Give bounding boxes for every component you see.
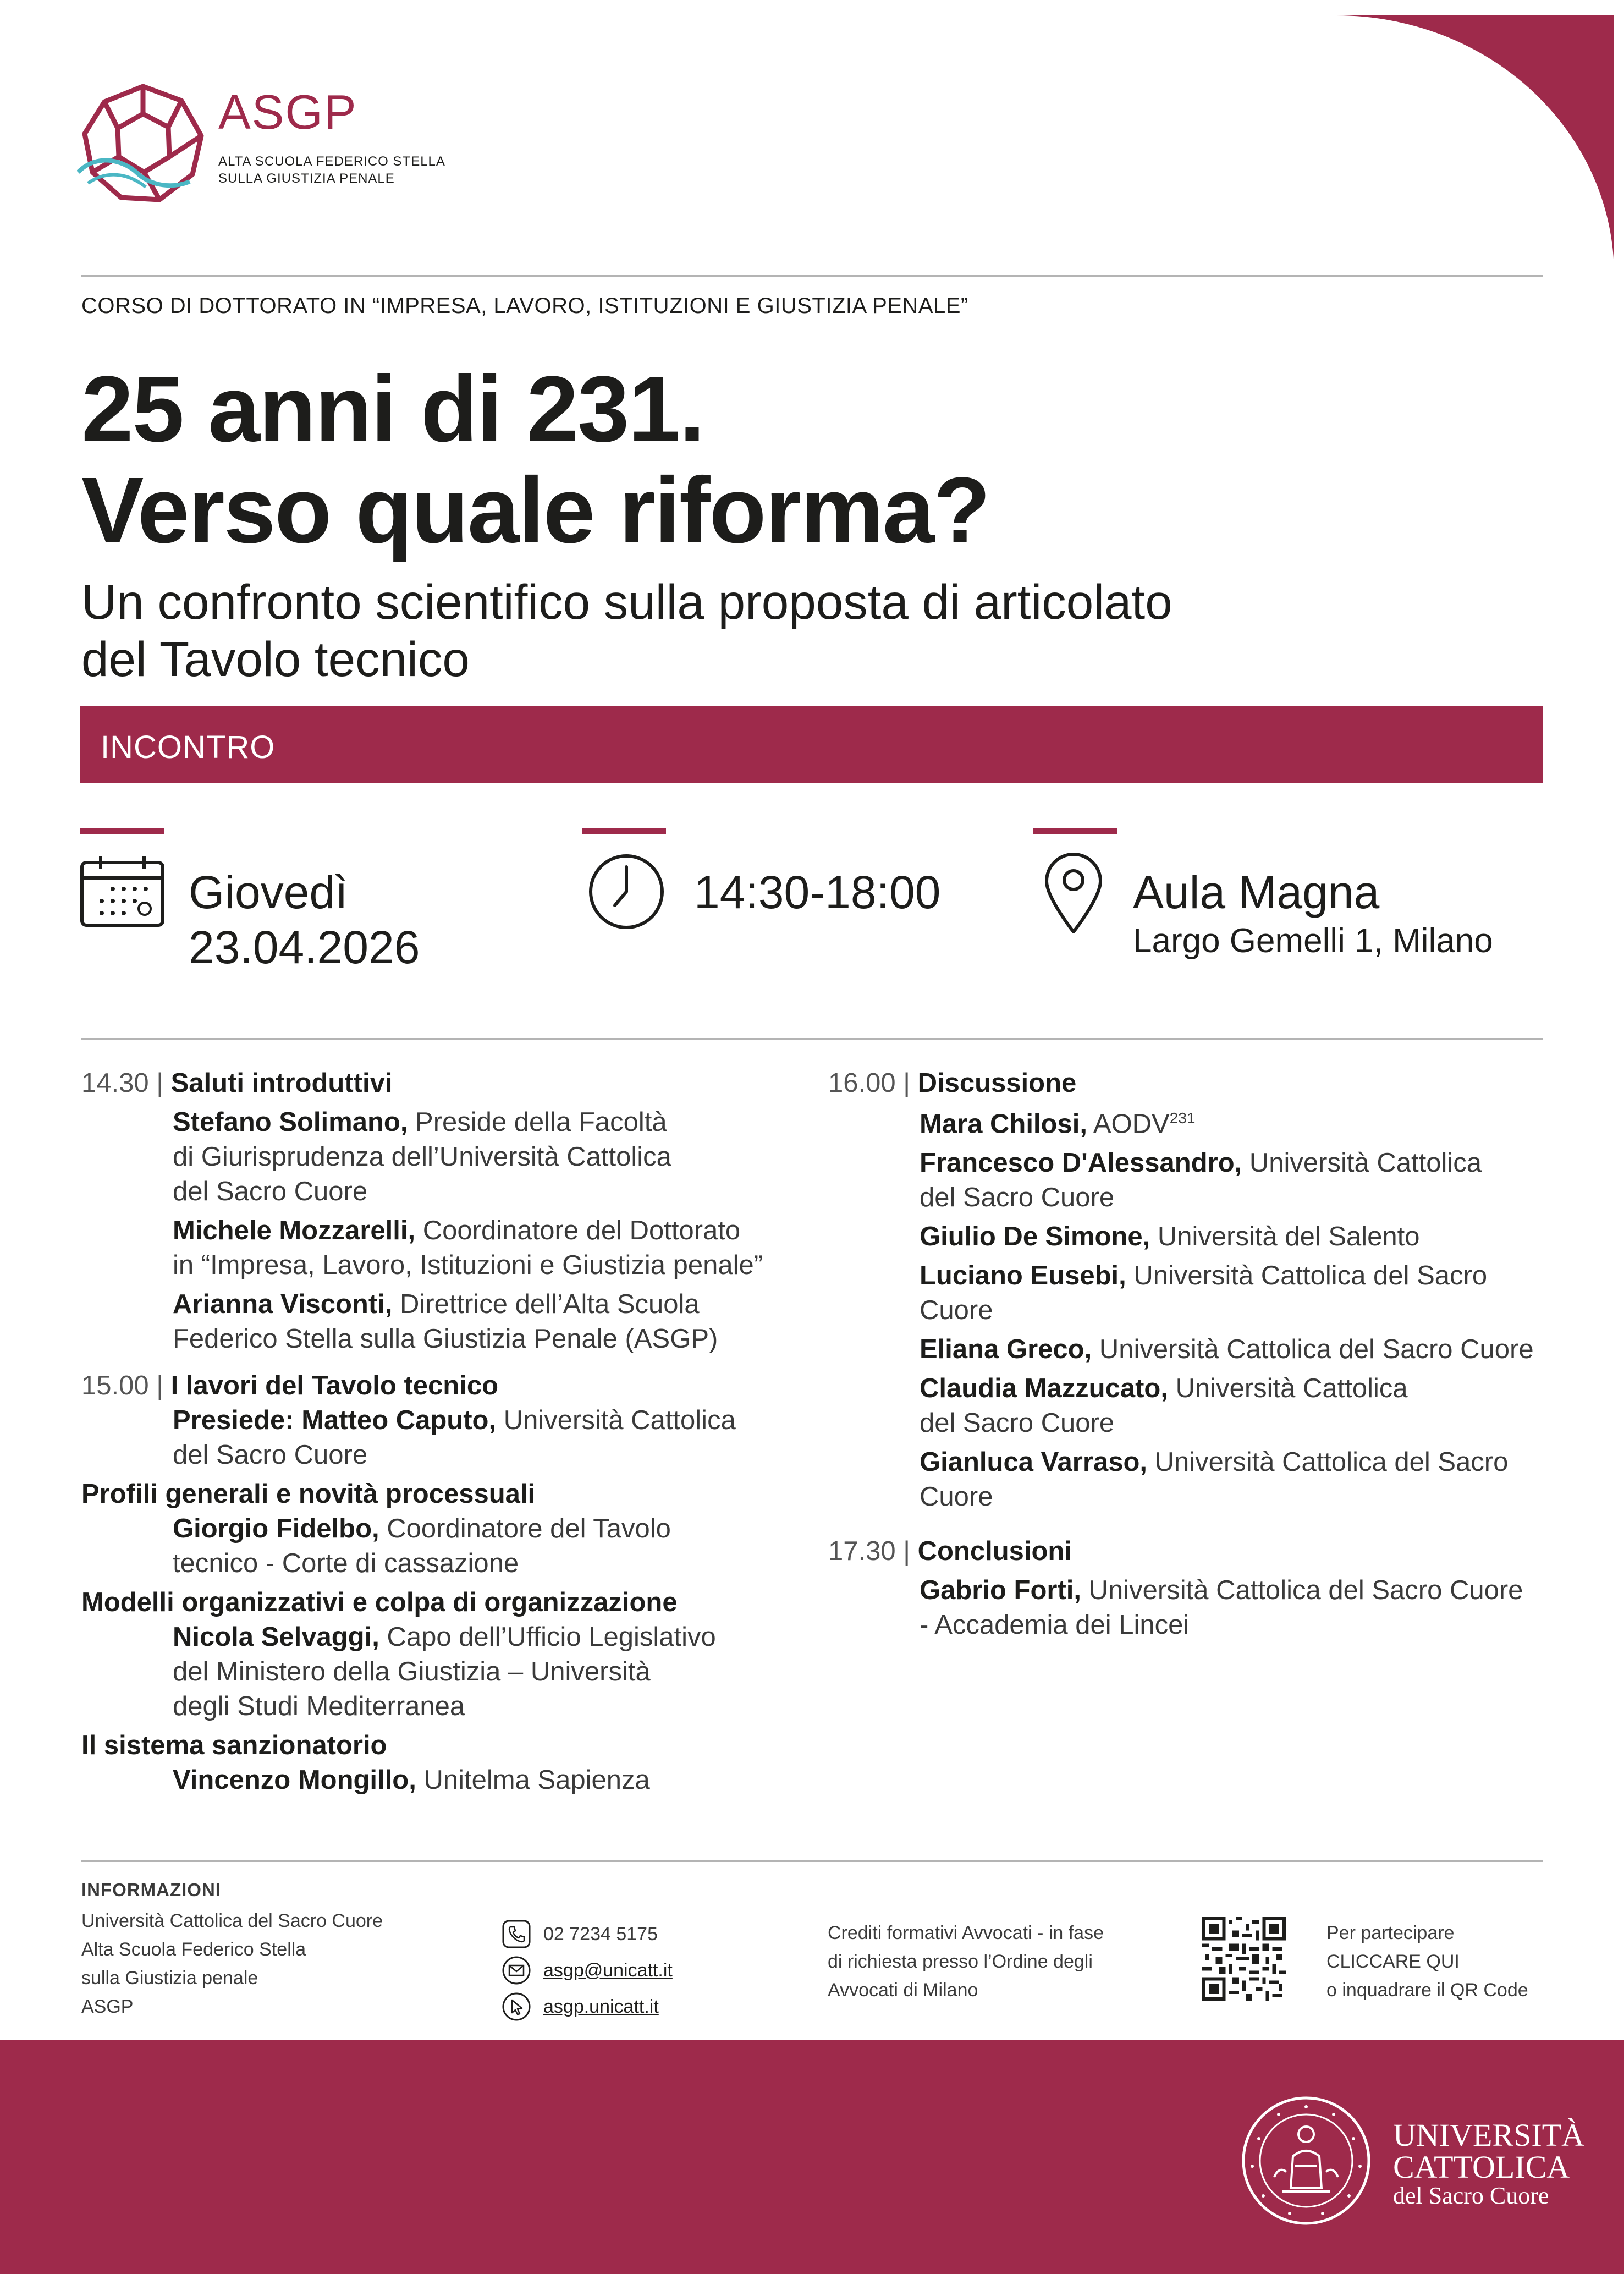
event-time: 14:30-18:00 xyxy=(694,866,941,918)
accent-tick xyxy=(582,828,666,834)
program-topic: Profili generali e novità processuali xyxy=(81,1479,536,1509)
email-icon xyxy=(502,1956,531,1985)
asgp-logo-icon xyxy=(77,80,209,212)
speaker: Nicola Selvaggi, Capo dell’Ufficio Legislativo del Ministero della Giustizia – Università degli Studi Mediterranea xyxy=(173,1622,716,1721)
speaker: Presiede: Matteo Caputo, Università Cattolica del Sacro Cuore xyxy=(173,1405,736,1470)
footer-heading: INFORMAZIONI xyxy=(81,1880,221,1900)
page-title: 25 anni di 231. Verso quale riforma? xyxy=(81,357,990,563)
footer-cta: Per partecipare CLICCARE QUI o inquadrare il QR Code xyxy=(1326,1923,1528,2001)
footer-credits: Crediti formativi Avvocati - in fase di richiesta presso l’Ordine degli Avvocati di Milano xyxy=(828,1923,1104,2001)
band-label: INCONTRO xyxy=(101,729,276,765)
phone-icon xyxy=(502,1919,531,1949)
footer-phone: 02 7234 5175 xyxy=(543,1924,658,1945)
program-slot: 14.30 | Saluti introduttivi xyxy=(81,1068,393,1098)
speaker: Arianna Visconti, Direttrice dell’Alta Scuola Federico Stella sulla Giustizia Penale (ASGP) xyxy=(173,1289,718,1354)
footer-info: INFORMAZIONI Università Cattolica del Sacro Cuore Alta Scuola Federico Stella sulla Giustizia penale ASGP xyxy=(81,1876,383,2021)
footer-band xyxy=(0,2040,1624,2274)
corner-decoration xyxy=(1336,0,1624,275)
accent-tick xyxy=(80,828,164,834)
speaker: Claudia Mazzucato, Università Cattolica del Sacro Cuore xyxy=(920,1374,1408,1438)
speaker: Michele Mozzarelli, Coordinatore del Dottorato in “Impresa, Lavoro, Istituzioni e Giustizia penale” xyxy=(173,1216,763,1280)
clock-icon xyxy=(587,853,665,931)
accent-tick xyxy=(1033,828,1117,834)
brand-name: ASGP xyxy=(218,85,357,139)
speaker: Francesco D'Alessandro, Università Cattolica del Sacro Cuore xyxy=(920,1148,1482,1213)
speaker: Giorgio Fidelbo, Coordinatore del Tavolo tecnico - Corte di cassazione xyxy=(173,1514,671,1578)
speaker: Stefano Solimano, Preside della Facoltà di Giurisprudenza dell’Università Cattolica del Sacro Cuore xyxy=(173,1107,671,1206)
qr-code[interactable] xyxy=(1202,1917,1286,2001)
program-slot: 15.00 | I lavori del Tavolo tecnico xyxy=(81,1371,499,1400)
cta-link[interactable]: CLICCARE QUI xyxy=(1326,1951,1460,1972)
speaker: Gianluca Varraso, Università Cattolica del Sacro Cuore xyxy=(920,1447,1509,1512)
footer-email-link[interactable]: asgp@unicatt.it xyxy=(543,1960,673,1981)
cursor-icon xyxy=(502,1992,531,2022)
speaker: Gabrio Forti, Università Cattolica del Sacro Cuore - Accademia dei Lincei xyxy=(920,1575,1523,1640)
event-date: Giovedì 23.04.2026 xyxy=(189,866,420,973)
program-topic: Il sistema sanzionatorio xyxy=(81,1731,387,1760)
page-subtitle: Un confronto scientifico sulla proposta di articolato del Tavolo tecnico xyxy=(81,574,1172,686)
divider xyxy=(81,275,1543,277)
program-slot: 16.00 | Discussione xyxy=(828,1068,1077,1098)
speaker: Mara Chilosi, AODV$^{231}$ xyxy=(920,1109,1196,1139)
event-venue: Aula Magna Largo Gemelli 1, Milano xyxy=(1133,866,1493,960)
program-left xyxy=(81,1066,813,1798)
divider xyxy=(81,1860,1543,1862)
footer-website-link[interactable]: asgp.unicatt.it xyxy=(543,1996,659,2017)
university-seal-icon xyxy=(1240,2095,1372,2227)
speaker: Giulio De Simone, Università del Salento xyxy=(920,1222,1420,1252)
speaker: Eliana Greco, Università Cattolica del Sacro Cuore xyxy=(920,1334,1534,1365)
location-pin-icon xyxy=(1043,852,1104,934)
speaker: Vincenzo Mongillo, Unitelma Sapienza xyxy=(173,1765,650,1795)
course-kicker: CORSO DI DOTTORATO IN “IMPRESA, LAVORO, ISTITUZIONI E GIUSTIZIA PENALE” xyxy=(81,294,968,318)
calendar-icon xyxy=(80,854,165,927)
brand-subtitle: ALTA SCUOLA FEDERICO STELLA SULLA GIUSTIZIA PENALE xyxy=(218,154,445,186)
program-slot: 17.30 | Conclusioni xyxy=(828,1536,1072,1567)
program-right xyxy=(828,1066,1543,1643)
speaker: Luciano Eusebi, Università Cattolica del Sacro Cuore xyxy=(920,1261,1488,1326)
incontro-band xyxy=(80,706,1543,783)
program-topic: Modelli organizzativi e colpa di organizzazione xyxy=(81,1588,678,1617)
university-logotype: UNIVERSITÀ CATTOLICA del Sacro Cuore xyxy=(1393,2117,1584,2209)
divider xyxy=(81,1038,1543,1040)
